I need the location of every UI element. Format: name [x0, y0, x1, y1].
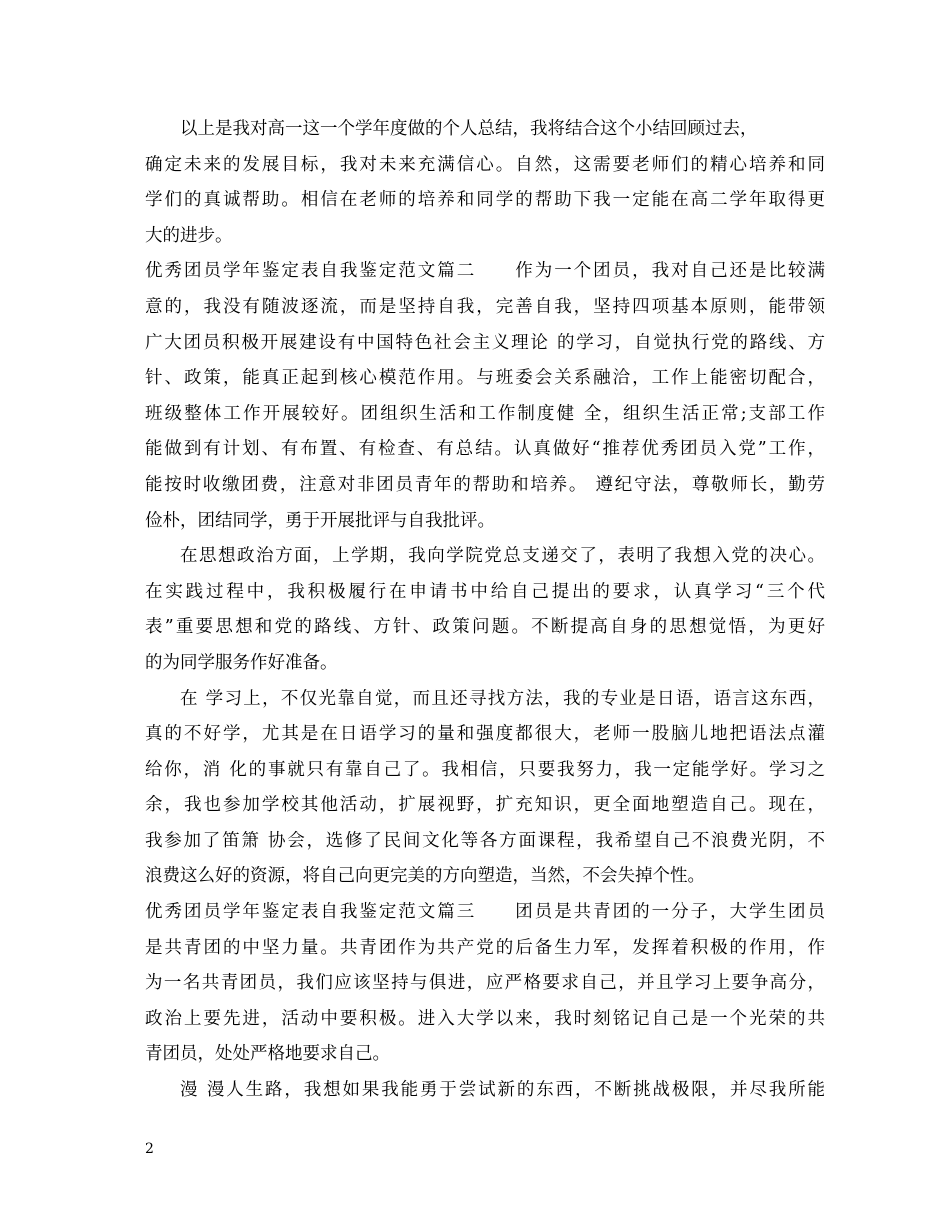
text-line: 我参加了笛箫 协会，选修了民间文化等各方面课程，我希望自己不浪费光阴，不 [145, 830, 825, 851]
text-line: 俭朴，团结同学，勇于开展批评与自我批评。 [145, 510, 495, 531]
text-line: 政治上要先进，活动中要积极。进入大学以来，我时刻铭记自己是一个光荣的共 [145, 1008, 825, 1029]
page-number: 2 [145, 1141, 154, 1157]
text-line: 是共青团的中坚力量。共青团作为共产党的后备生力军，发挥着积极的作用，作 [145, 937, 825, 958]
text-line: 确定未来的发展目标，我对未来充满信心。自然，这需要老师们的精心培养和同 [145, 154, 825, 175]
text-line: 能按时收缴团费，注意对非团员青年的帮助和培养。 遵纪守法，尊敬师长，勤劳 [145, 474, 825, 495]
text-line: 优秀团员学年鉴定表自我鉴定范文篇二 作为一个团员，我对自己还是比较满 [145, 261, 825, 282]
body-text [145, 112, 825, 1109]
text-line: 优秀团员学年鉴定表自我鉴定范文篇三 团员是共青团的一分子，大学生团员 [145, 902, 825, 923]
text-line: 的为同学服务作好准备。 [145, 652, 338, 673]
text-line: 浪费这么好的资源，将自己向更完美的方向塑造，当然，不会失掉个性。 [145, 866, 705, 887]
text-line: 为一名共青团员，我们应该坚持与俱进，应严格要求自己，并且学习上要争高分， [145, 973, 825, 994]
text-line: 漫 漫人生路，我想如果我能勇于尝试新的东西，不断挑战极限，并尽我所能 [180, 1080, 825, 1101]
text-line: 真的不好学，尤其是在日语学习的量和强度都很大，老师一股脑儿地把语法点灌 [145, 724, 825, 745]
text-line: 在思想政治方面，上学期，我向学院党总支递交了，表明了我想入党的决心。 [180, 546, 825, 567]
text-line: 在实践过程中，我积极履行在申请书中给自己提出的要求，认真学习“三个代 [145, 581, 825, 602]
text-line: 学们的真诚帮助。相信在老师的培养和同学的帮助下我一定能在高二学年取得更 [145, 190, 825, 211]
text-line: 青团员，处处严格地要求自己。 [145, 1044, 390, 1065]
text-line: 能做到有计划、有布置、有检查、有总结。认真做好“推荐优秀团员入党”工作， [145, 439, 825, 460]
text-line: 在 学习上，不仅光靠自觉，而且还寻找方法，我的专业是日语，语言这东西， [180, 688, 825, 709]
text-line: 大的进步。 [145, 225, 233, 246]
text-line: 给你，消 化的事就只有靠自己了。我相信，只要我努力，我一定能学好。学习之 [145, 759, 825, 780]
text-line: 针、政策，能真正起到核心模范作用。与班委会关系融洽，工作上能密切配合， [145, 368, 825, 389]
text-line: 广大团员积极开展建设有中国特色社会主义理论 的学习，自觉执行党的路线、方 [145, 332, 825, 353]
text-line: 表”重要思想和党的路线、方针、政策问题。不断提高自身的思想觉悟，为更好 [145, 617, 825, 638]
text-line: 以上是我对高一这一个学年度做的个人总结，我将结合这个小结回顾过去， [180, 119, 758, 139]
text-line: 班级整体工作开展较好。团组织生活和工作制度健 全，组织生活正常;支部工作 [145, 403, 825, 424]
text-line: 意的，我没有随波逐流，而是坚持自我，完善自我，坚持四项基本原则，能带领 [145, 296, 825, 317]
text-line: 余，我也参加学校其他活动，扩展视野，扩充知识，更全面地塑造自己。现在， [145, 795, 825, 816]
